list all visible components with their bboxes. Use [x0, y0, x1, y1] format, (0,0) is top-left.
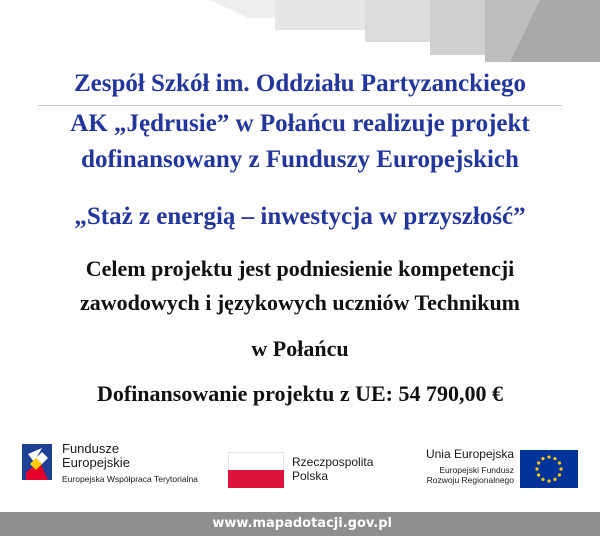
- fe-title-1: Fundusze: [62, 441, 120, 456]
- logo-strip: [0, 438, 600, 498]
- funding-amount: Dofinansowanie projektu z UE: 54 790,00 €: [96, 381, 503, 406]
- ue-sub-1: Europejski Fundusz: [439, 465, 514, 475]
- footer-bar: [0, 512, 600, 536]
- ue-title: Unia Europejska: [425, 447, 514, 461]
- heading-line-3: dofinansowany z Funduszy Europejskich: [81, 146, 519, 173]
- body-line-1: Celem projektu jest podniesienie kompetencji: [85, 256, 515, 281]
- eu-flag-icon: [520, 450, 578, 488]
- divider: [38, 105, 562, 106]
- rp-line-1: Rzeczpospolita: [292, 455, 374, 469]
- project-title: „Staż z energią – inwestycja w przyszłość”: [74, 203, 526, 230]
- fundusze-europejskie-logo: [22, 444, 58, 484]
- body-line-2: zawodowych i językowych uczniów Technikum: [79, 290, 521, 315]
- fe-title-2: Europejskie: [62, 455, 130, 470]
- fe-subtitle: Europejska Współpraca Terytorialna: [62, 474, 198, 484]
- footer-url-link[interactable]: www.mapadotacji.gov.pl: [212, 516, 392, 531]
- decorative-corner-graphic: [0, 0, 600, 62]
- polish-flag-icon: [228, 452, 284, 488]
- heading-line-1: Zespół Szkół im. Oddziału Partyzanckiego: [73, 70, 527, 97]
- rp-line-2: Polska: [292, 469, 329, 483]
- heading-line-2: AK „Jędrusie” w Połańcu realizuje projekt: [70, 110, 530, 137]
- ue-sub-2: Rozwoju Regionalnego: [426, 475, 514, 485]
- body-line-3: w Połańcu: [251, 336, 349, 361]
